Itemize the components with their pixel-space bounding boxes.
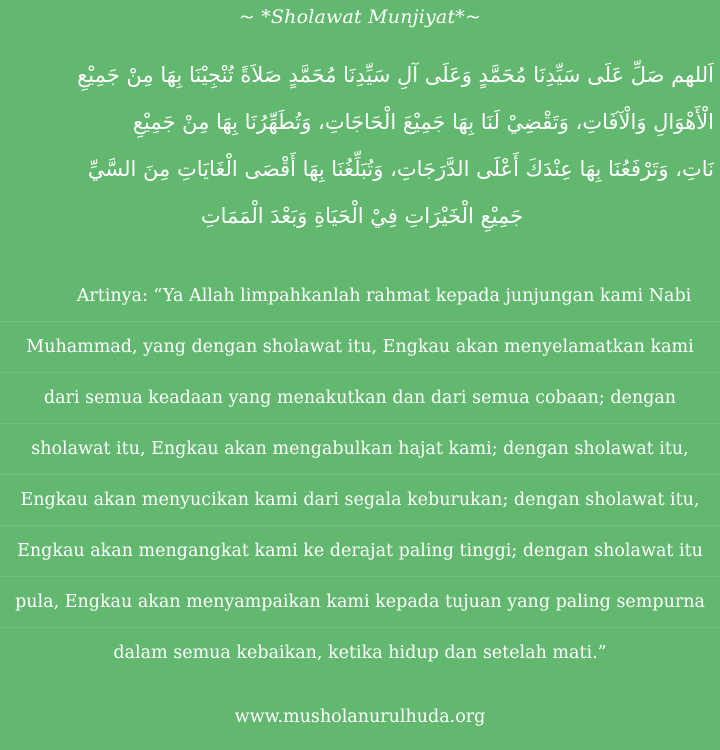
translation-line: dari semua keadaan yang menakutkan dan dari semua cobaan; dengan (0, 373, 720, 424)
translation-line: Artinya: “Ya Allah limpahkanlah rahmat kepada junjungan kami Nabi (0, 271, 720, 322)
translation-line: Engkau akan menyucikan kami dari segala keburukan; dengan sholawat itu, (0, 475, 720, 526)
arabic-line: جَمِيْعِ الْخَيْرَاتِ فِيْ الْحَيَاةِ وَبَعْدَ الْمَمَاتِ (200, 204, 524, 228)
page-title: ~ *Sholawat Munjiyat*~ (238, 6, 482, 28)
translation-line: Muhammad, yang dengan sholawat itu, Engkau akan menyelamatkan kami (0, 322, 720, 373)
translation-text (0, 271, 720, 679)
arabic-line: الْأَهْوَالِ وَالْآفَاتِ، وَتَقْضِيْ لَنَا بِهَا جَمِيْعَ الْحَاجَاتِ، وَتُطَهِّرُنَا بِهَا مِنْ جَمِيْعِ (132, 110, 714, 134)
arabic-line: نَاتِ، وَتَرْفَعُنَا بِهَا عِنْدَكَ أَعْلَى الدَّرَجَاتِ، وَتُبَلِّغُنَا بِهَا أَقْصَى الْغَايَاتِ مِنَ السَّيِّ (87, 157, 714, 181)
translation-line: sholawat itu, Engkau akan mengabulkan hajat kami; dengan sholawat itu, (0, 424, 720, 475)
arabic-prayer-text (10, 52, 714, 240)
website-url: www.musholanurulhuda.org (234, 707, 486, 727)
translation-line: dalam semua kebaikan, ketika hidup dan setelah mati.” (113, 643, 607, 663)
arabic-line: اَللهم صَلِّ عَلَى سَيِّدِنَا مُحَمَّدٍ وَعَلَى آلِ سَيِّدِنَا مُحَمَّدٍ صَلاَةً تُنْجِيْنَا بِهَا مِنْ جَمِيْعِ (77, 63, 714, 87)
translation-line: Engkau akan mengangkat kami ke derajat paling tinggi; dengan sholawat itu (0, 526, 720, 577)
translation-line: pula, Engkau akan menyampaikan kami kepada tujuan yang paling sempurna (0, 577, 720, 628)
